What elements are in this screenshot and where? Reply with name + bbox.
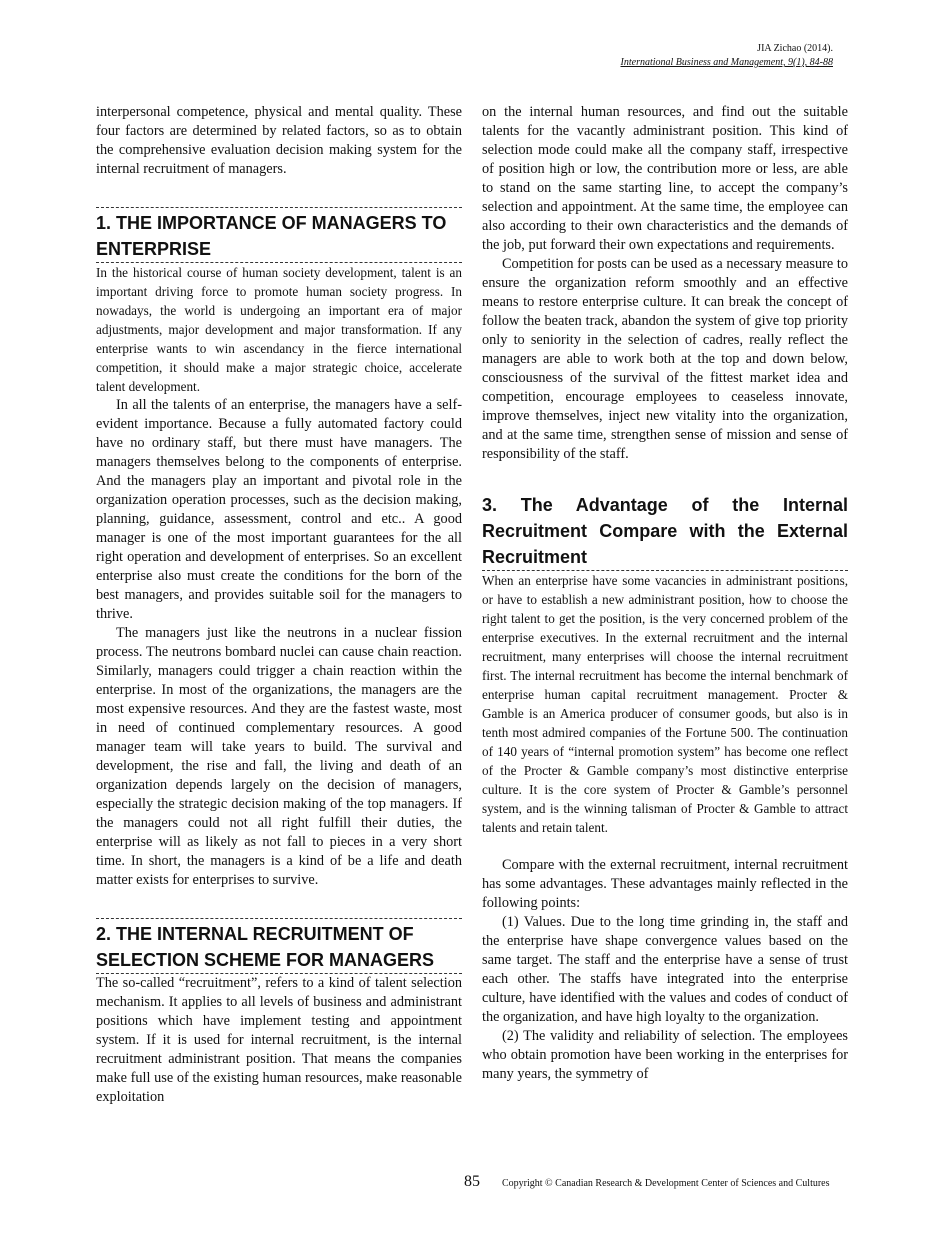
paragraph: When an enterprise have some vacancies in administrant positions, or have to establish a new administrant position, how to choose the right talent to get the position, is the very concerned problem of the enterprise executives. In the external recruitment and the internal recruitment, many enterprises will choose the internal recruitment first. The internal recruitment has become the internal benchmark of enterprise human capital recruitment management. Procter & Gamble is an America producer of consumer goods, but also is in tenth most admired companies of the Fortune 500. The continuation of 140 years of “internal promotion system” has become one reflect of the Procter & Gamble company’s most distinctive enterprise culture. It is the core system of Procter & Gamble’s personnel system, and is the winning talisman of Procter & Gamble to attract talents and retain talent. bbox=[482, 573, 848, 835]
paragraph: Competition for posts can be used as a necessary measure to ensure the organization reform smoothly and an effective means to restore enterprise culture. It can break the concept of follow the beaten track, abandon the system of give top priority only to seniority in the selection of cadres, really reflect the managers are able to work both at the top and down below, consciousness of the survival of the fittest market idea and competition, encourage employees to ceaseless innovate, improve themselves, inject new vitality into the organization, and at the same time, strengthen sense of mission and sense of responsibility of the staff. bbox=[482, 256, 848, 462]
paragraph: The managers just like the neutrons in a nuclear fission process. The neutrons bombard nuclei can cause chain reaction. Similarly, managers could trigger a chain reaction within the enterprise. In most of the organizations, the managers are the most expensive resources. And they are the fastest waste, most in need of continued complementary resources. A good manager team will take years to build. The survival and development, the rise and fall, the living and death of an organization depends largely on the decision of managers, especially the strategic decision making of the top managers. If the managers could not all right fulfill their duties, the enterprise will as likely as not fall to pieces in a very short time. In short, the managers is a kind of be a life and death matter exists for enterprises to survive. bbox=[96, 625, 462, 888]
left-column bbox=[96, 103, 462, 1107]
paragraph: The so-called “recruitment”, refers to a kind of talent selection mechanism. It applies to all levels of business and administrant positions which have implement testing and appointment system. If it is used for internal recruitment, is the internal recruitment administrant position. That means the companies make full use of the existing human resources, make reasonable exploitation bbox=[96, 975, 462, 1105]
paragraph: (2) The validity and reliability of selection. The employees who obtain promotion have been working in the enterprises for many years, the symmetry of bbox=[482, 1028, 848, 1082]
copyright: Copyright © Canadian Research & Development Center of Sciences and Cultures bbox=[502, 1178, 830, 1189]
paragraph: In the historical course of human society development, talent is an important driving force to promote human society progress. In nowadays, the world is undergoing an important era of major adjustments, major development and major transformation. If any enterprise wants to win ascendancy in the fierce international competition, it should make a major strategic choice, accelerate talent development. bbox=[96, 265, 462, 394]
right-column bbox=[482, 103, 848, 1084]
paragraph: (1) Values. Due to the long time grinding in, the staff and the enterprise have shape convergence values based on the same target. The staff and the enterprise have a sense of trust each other. The staffs have integrated into the enterprise culture, have identified with the values and codes of conduct of the organization, and have high loyalty to the organization. bbox=[482, 914, 848, 1025]
page-footer bbox=[464, 1173, 830, 1191]
section-heading-1: 1. THE IMPORTANCE OF MANAGERS TO ENTERPRISE bbox=[96, 207, 462, 263]
section-heading-3: 3. The Advantage of the Internal Recruitment Compare with the External Recruitment bbox=[482, 490, 848, 571]
citation: JIA Zichao (2014). bbox=[757, 43, 833, 54]
paragraph: interpersonal competence, physical and mental quality. These four factors are determined by related factors, so as to obtain the comprehensive evaluation decision making system for the internal recruitment of managers. bbox=[96, 104, 462, 177]
journal-reference: International Business and Management, 9(1), 84-88 bbox=[620, 57, 833, 68]
paragraph: on the internal human resources, and find out the suitable talents for the vacantly administrant position. This kind of selection mode could make all the company staff, irrespective of position high or low, the contribution more or less, are able to stand on the same starting line, to accept the company’s selection and appointment. At the same time, the employee can also according to their own characteristics and the demands of the job, put forward their own expectations and requirements. bbox=[482, 104, 848, 253]
paragraph: In all the talents of an enterprise, the managers have a self-evident importance. Because a fully automated factory could have no ordinary staff, but there must have managers. The managers themselves belong to the components of enterprise. And the managers play an important and pivotal role in the organization operation processes, such as the decision making, planning, guidance, assessment, control and etc.. A good manager is one of the most important guarantees for the all right operation and development of enterprises. So an excellent enterprise also must create the conditions for the born of the best managers, and provides suitable soil for the managers to thrive. bbox=[96, 397, 462, 622]
page-number: 85 bbox=[464, 1173, 480, 1190]
running-header bbox=[621, 42, 833, 70]
paragraph: Compare with the external recruitment, internal recruitment has some advantages. These advantages mainly reflected in the following points: bbox=[482, 857, 848, 911]
section-heading-2: 2. THE INTERNAL RECRUITMENT OF SELECTION SCHEME FOR MANAGERS bbox=[96, 918, 462, 974]
